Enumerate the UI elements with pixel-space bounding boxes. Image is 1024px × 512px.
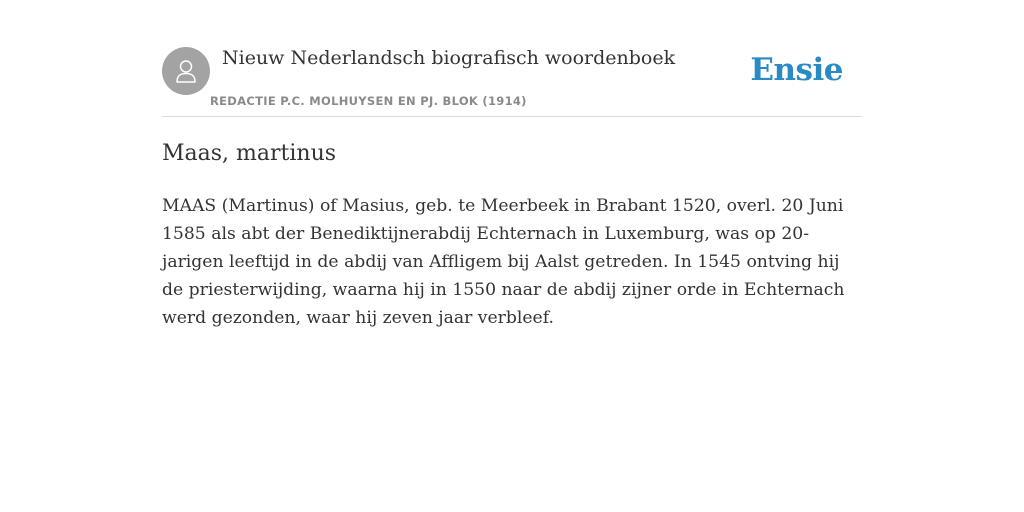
header [162,44,862,117]
book-editors: REDACTIE P.C. MOLHUYSEN EN PJ. BLOK (1914) [210,94,527,108]
ensie-logo[interactable]: Ensie [750,52,843,88]
user-icon [171,56,201,86]
article-body: MAAS (Martinus) of Masius, geb. te Meerbeek in Brabant 1520, overl. 20 Juni 1585 als abt der Benediktijnerabdij Echternach in Luxemburg, was op 20-jarigen leeftijd in de abdij van Affligem bij Aalst getreden. In 1545 ontving hij de priesterwijding, waarna hij in 1550 naar de abdij zijner orde in Echternach werd gezonden, waar hij zeven jaar verbleef. [162,196,845,328]
avatar[interactable] [162,47,210,95]
book-title[interactable]: Nieuw Nederlandsch biografisch woordenboek [222,47,676,69]
article-title: Maas, martinus [162,141,337,166]
